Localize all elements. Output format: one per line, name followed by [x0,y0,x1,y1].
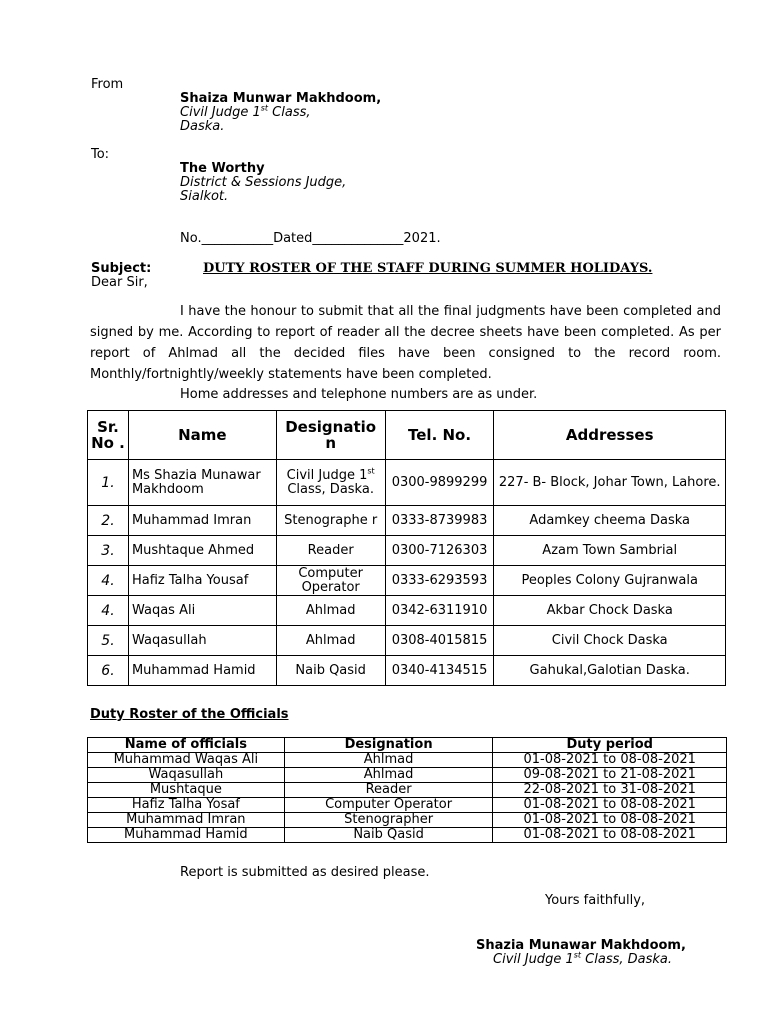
column-header-designation: Designatio n [276,411,385,460]
signature-name: Shazia Munawar Makhdoom, [476,938,686,953]
designation-cell: Ahlmad [276,596,385,626]
table-row [88,536,726,566]
column-header-tel: Tel. No. [385,411,494,460]
table-row [88,596,726,626]
table-row [88,783,727,798]
sr-cell: 1. [88,460,129,506]
table-row [88,656,726,686]
table-row [88,506,726,536]
table-header-row [88,738,727,753]
name-cell: Waqasullah [128,626,276,656]
table-row [88,460,726,506]
staff-address-table [87,410,726,686]
sr-cell: 3. [88,536,129,566]
duty-section-title: Duty Roster of the Officials [90,707,289,722]
sr-cell: 4. [88,596,129,626]
address-cell: 227- B- Block, Johar Town, Lahore. [494,460,726,506]
designation-cell: Computer Operator [276,566,385,596]
designation-cell: Naib Qasid [276,656,385,686]
designation-cell: Ahlmad [284,768,493,783]
designation-cell: Naib Qasid [284,828,493,843]
designation-cell: Stenographe r [276,506,385,536]
sr-cell: 6. [88,656,129,686]
sender-name: Shaiza Munwar Makhdoom, [180,91,382,106]
name-cell: Muhammad Hamid [128,656,276,686]
designation-cell: Reader [284,783,493,798]
sr-cell: 2. [88,506,129,536]
name-cell: Hafiz Talha Yousaf [128,566,276,596]
official-name-cell: Muhammad Hamid [88,828,285,843]
table-row [88,813,727,828]
addresses-intro: Home addresses and telephone numbers are as under. [180,387,538,402]
official-name-cell: Muhammad Imran [88,813,285,828]
subject-title: DUTY ROSTER OF THE STAFF DURING SUMMER HOLIDAYS. [203,261,653,276]
official-name-cell: Waqasullah [88,768,285,783]
closing-statement: Report is submitted as desired please. [180,865,430,880]
sr-cell: 4. [88,566,129,596]
column-header-duty-period: Duty period [493,738,727,753]
table-header-row [88,411,726,460]
address-cell: Adamkey cheema Daska [494,506,726,536]
duty-roster-table [87,737,727,843]
address-cell: Akbar Chock Daska [494,596,726,626]
tel-cell: 0300-7126303 [385,536,494,566]
official-name-cell: Hafiz Talha Yosaf [88,798,285,813]
recipient-title: The Worthy [180,161,265,176]
sender-designation: Civil Judge 1st Class, [180,103,311,120]
closing: Yours faithfully, [545,893,646,908]
address-cell: Civil Chock Daska [494,626,726,656]
duty-period-cell: 22-08-2021 to 31-08-2021 [493,783,727,798]
address-cell: Peoples Colony Gujranwala [494,566,726,596]
name-cell: Ms Shazia Munawar Makhdoom [128,460,276,506]
reference-line: No.___________Dated______________2021. [180,231,441,246]
address-cell: Gahukal,Galotian Daska. [494,656,726,686]
subject-label: Subject: [91,261,152,276]
sender-place: Daska. [180,119,225,134]
tel-cell: 0308-4015815 [385,626,494,656]
duty-period-cell: 01-08-2021 to 08-08-2021 [493,828,727,843]
tel-cell: 0342-6311910 [385,596,494,626]
duty-period-cell: 01-08-2021 to 08-08-2021 [493,753,727,768]
designation-cell: Stenographer [284,813,493,828]
sr-cell: 5. [88,626,129,656]
salutation: Dear Sir, [91,275,148,290]
name-cell: Mushtaque Ahmed [128,536,276,566]
column-header-addresses: Addresses [494,411,726,460]
duty-period-cell: 01-08-2021 to 08-08-2021 [493,798,727,813]
column-header-official-name: Name of officials [88,738,285,753]
tel-cell: 0300-9899299 [385,460,494,506]
address-cell: Azam Town Sambrial [494,536,726,566]
column-header-designation: Designation [284,738,493,753]
signature-designation: Civil Judge 1st Class, Daska. [493,950,673,967]
official-name-cell: Muhammad Waqas Ali [88,753,285,768]
designation-cell: Civil Judge 1st Class, Daska. [276,460,385,506]
column-header-sr-no: Sr. No . [88,411,129,460]
table-row [88,626,726,656]
tel-cell: 0333-8739983 [385,506,494,536]
table-row [88,828,727,843]
recipient-designation: District & Sessions Judge, [180,175,347,190]
designation-cell: Computer Operator [284,798,493,813]
table-row [88,798,727,813]
tel-cell: 0340-4134515 [385,656,494,686]
table-row [88,753,727,768]
name-cell: Waqas Ali [128,596,276,626]
recipient-place: Sialkot. [180,189,229,204]
official-name-cell: Mushtaque [88,783,285,798]
to-label: To: [91,147,110,162]
duty-period-cell: 09-08-2021 to 21-08-2021 [493,768,727,783]
designation-cell: Ahlmad [284,753,493,768]
designation-cell: Ahlmad [276,626,385,656]
tel-cell: 0333-6293593 [385,566,494,596]
body-paragraph: I have the honour to submit that all the final judgments have been completed and signed by me. According to report of reader all the decree sheets have been completed. As per report of Ahlmad all the decided files have been consigned to the record room. Monthly/fortnightly/weekly statements have been completed. [90,304,721,382]
duty-period-cell: 01-08-2021 to 08-08-2021 [493,813,727,828]
table-row [88,566,726,596]
from-label: From [91,77,124,92]
name-cell: Muhammad Imran [128,506,276,536]
column-header-name: Name [128,411,276,460]
designation-cell: Reader [276,536,385,566]
table-row [88,768,727,783]
